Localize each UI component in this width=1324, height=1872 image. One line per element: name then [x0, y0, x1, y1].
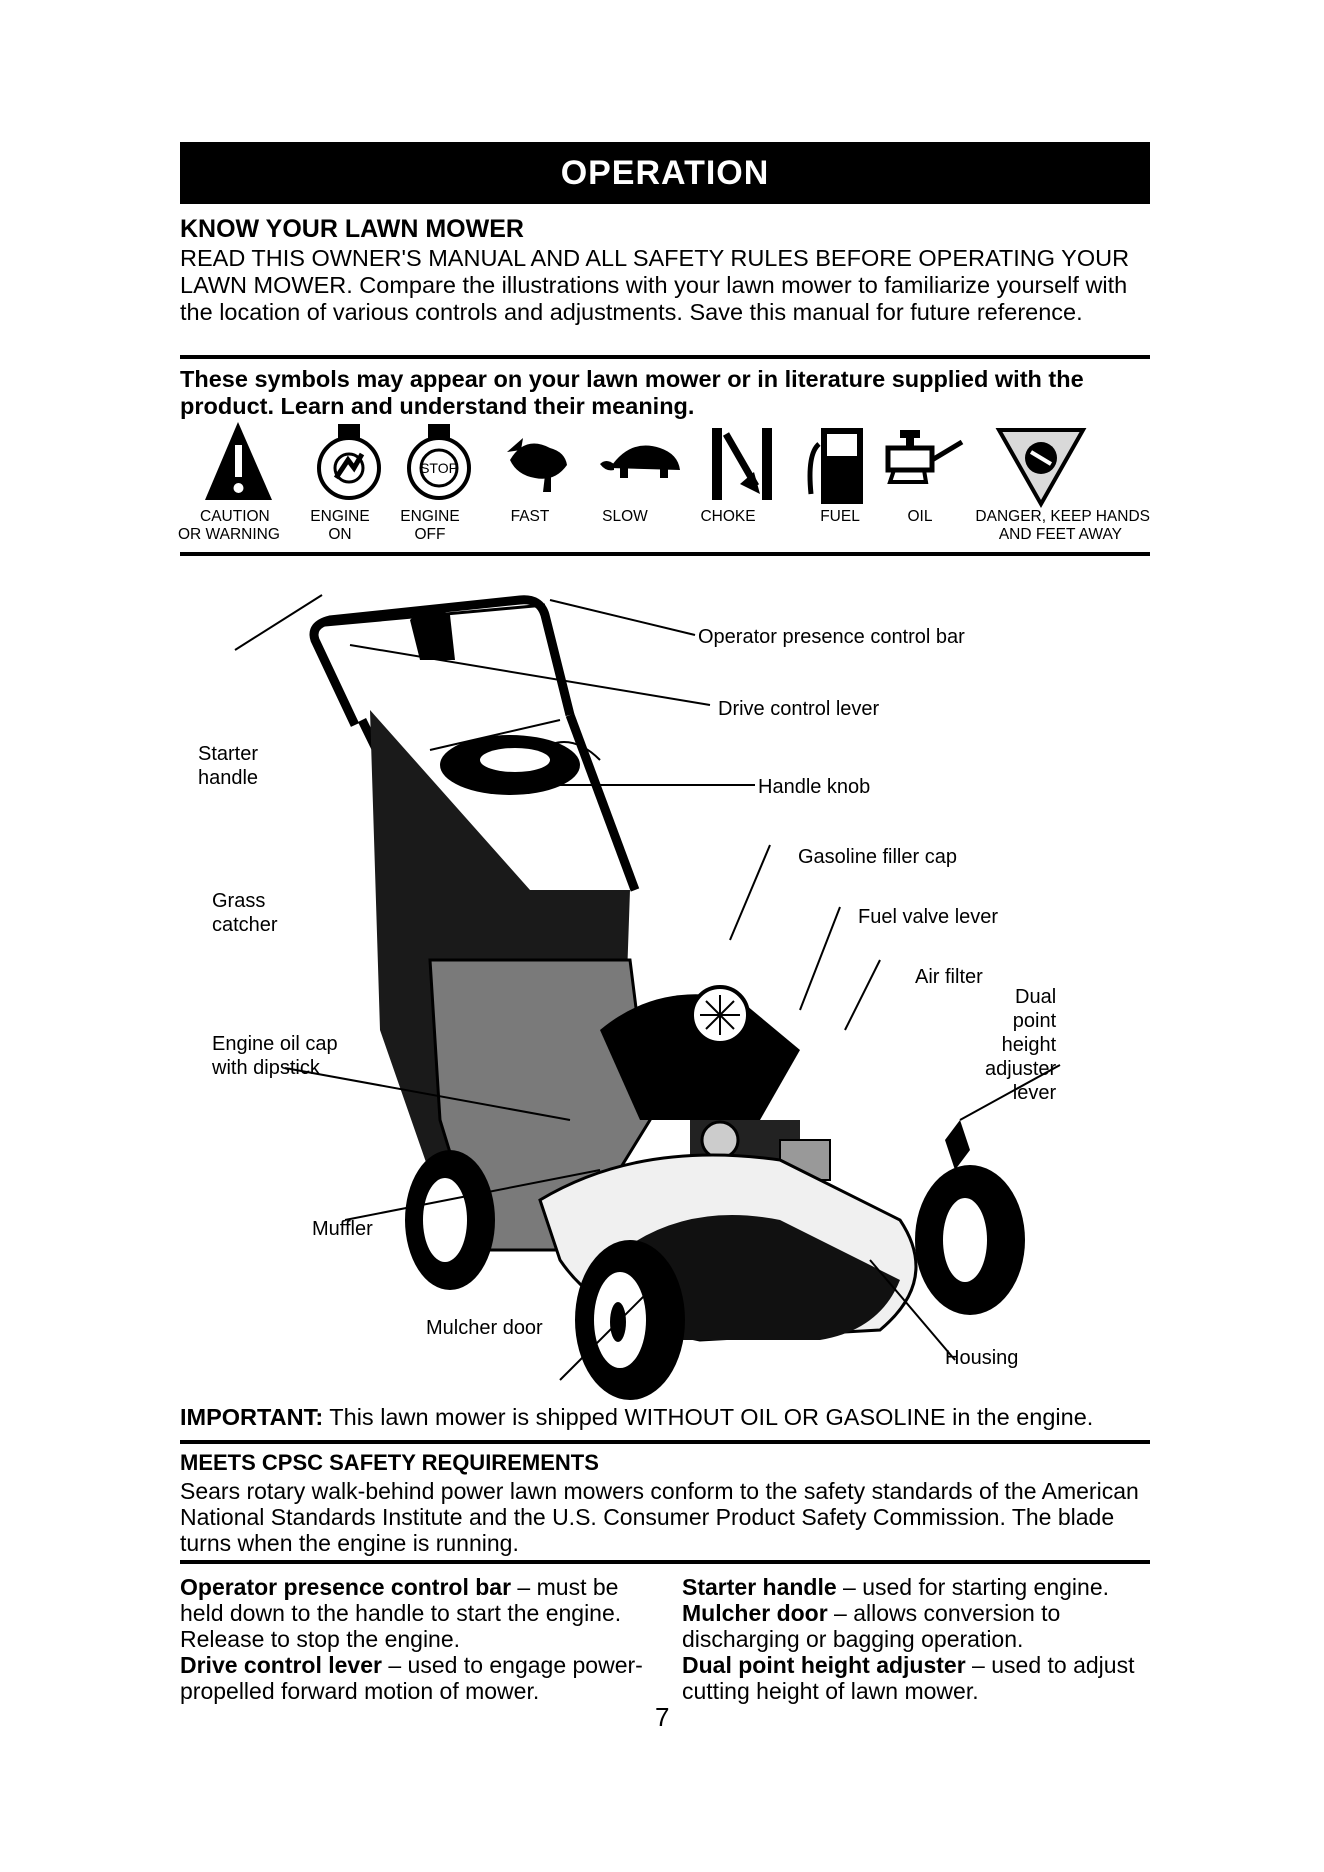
cpsc-text: Sears rotary walk-behind power lawn mowers conform to the safety standards of the American National Standards Institute and the U.S. Consumer Product Safety Commission. The blade turns when the engine is running.	[180, 1478, 1139, 1556]
engine-off-icon	[409, 424, 469, 498]
wheel	[575, 1240, 685, 1400]
definitions-left	[180, 1574, 660, 1704]
callout-gasoline-cap: Gasoline filler cap	[798, 846, 957, 868]
rabbit-icon	[507, 438, 567, 492]
divider	[180, 1440, 1150, 1444]
wheel	[915, 1165, 1025, 1315]
lawn-mower-illustration	[180, 560, 1160, 1400]
oil-can-icon	[888, 430, 962, 482]
definition-item: Dual point height adjuster – used to adjust cutting height of lawn mower.	[682, 1652, 1135, 1704]
divider	[180, 1560, 1150, 1564]
intro-lead: READ THIS OWNER'S MANUAL AND ALL SAFETY RULES BEFORE OPERATING YOUR LAWN MOWER.	[180, 245, 1130, 298]
callout-engine-oil-cap: Engine oil cap with dipstick	[212, 1033, 338, 1079]
callout-drive-lever: Drive control lever	[718, 698, 880, 720]
operation-banner: OPERATION	[180, 142, 1150, 204]
callout-operator-bar: Operator presence control bar	[698, 626, 965, 648]
important-text: This lawn mower is shipped WITHOUT OIL OR GASOLINE in the engine.	[323, 1404, 1094, 1430]
callout-air-filter: Air filter	[915, 966, 983, 988]
wheel	[405, 1150, 495, 1290]
symbol-label-fast: FAST	[510, 508, 550, 525]
caution-triangle-icon	[205, 422, 272, 500]
turtle-icon	[600, 446, 680, 479]
symbol-label-engine-on: ENGINE ON	[310, 508, 370, 543]
symbol-label-slow: SLOW	[602, 508, 648, 525]
cpsc-title: MEETS CPSC SAFETY REQUIREMENTS	[180, 1450, 599, 1475]
symbol-label-choke: CHOKE	[700, 508, 756, 525]
callout-fuel-valve: Fuel valve lever	[858, 906, 999, 928]
symbol-label-fuel: FUEL	[820, 508, 860, 525]
engine-on-icon	[319, 424, 379, 498]
symbol-label-engine-off: ENGINE OFF	[400, 508, 460, 543]
intro-paragraph	[180, 245, 1160, 326]
callout-mulcher-door: Mulcher door	[426, 1317, 543, 1339]
symbol-label-caution: CAUTION OR WARNING	[178, 508, 280, 543]
section-title: KNOW YOUR LAWN MOWER	[180, 215, 524, 243]
intro-rest: Compare the illustrations with your lawn mower to familiarize yourself with the location of various controls and adjustments. Save this manual for future reference.	[180, 272, 1128, 325]
callout-starter-handle: Starter handle	[198, 743, 259, 789]
callout-grass-catcher: Grass catcher	[212, 890, 278, 936]
definitions-right	[682, 1574, 1152, 1704]
divider	[180, 355, 1150, 359]
callout-dual-point: Dual point height adjuster lever	[985, 986, 1057, 1104]
symbol-label-oil: OIL	[907, 508, 933, 525]
callout-handle-knob: Handle knob	[758, 776, 871, 798]
stop-icon-text: STOP	[420, 460, 458, 476]
definition-item: Operator presence control bar – must be held down to the handle to start the engine. Release to stop the engine.	[180, 1574, 622, 1652]
fuel-pump-icon	[810, 428, 863, 504]
callout-muffler: Muffler	[312, 1218, 373, 1240]
definition-item: Mulcher door – allows conversion to discharging or bagging operation.	[682, 1600, 1061, 1652]
callout-housing: Housing	[945, 1347, 1019, 1369]
important-label: IMPORTANT:	[180, 1404, 324, 1430]
symbols-heading: These symbols may appear on your lawn mower or in literature supplied with the product. Learn and understand their meaning.	[180, 366, 1084, 419]
symbol-label-danger: DANGER, KEEP HANDS AND FEET AWAY	[975, 508, 1150, 543]
hand-danger-icon	[999, 430, 1083, 504]
important-note	[180, 1404, 1160, 1431]
page-number: 7	[655, 1702, 670, 1732]
definition-item: Drive control lever – used to engage power-propelled forward motion of mower.	[180, 1652, 643, 1704]
choke-icon	[712, 428, 772, 500]
divider	[180, 552, 1150, 556]
symbol-icons	[180, 420, 1160, 510]
definition-item: Starter handle – used for starting engine.	[682, 1574, 1109, 1600]
